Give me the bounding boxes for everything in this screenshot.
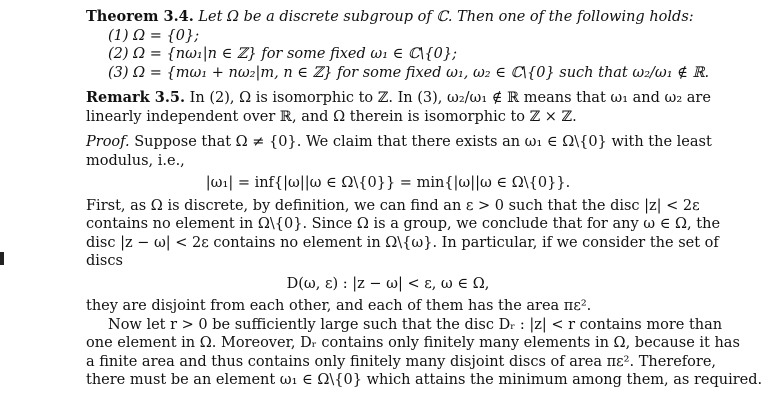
- proof-line-2: modulus, i.e.,: [86, 152, 185, 169]
- proof-text-1: Suppose that Ω ≠ {0}. We claim that there exists an ω₁ ∈ Ω\{0} with the least: [134, 134, 712, 150]
- proof-para2-line-3: disc |z − ω| < 2ε contains no element in Ω\{ω}. In particular, if we consider the set of: [86, 234, 719, 251]
- proof-label: Proof.: [86, 134, 130, 150]
- remark-text-1: In (2), Ω is isomorphic to ℤ. In (3), ω₂/ω₁ ∉ ℝ means that ω₁ and ω₂ are: [189, 90, 711, 106]
- remark-label: Remark 3.5.: [86, 89, 186, 106]
- theorem-label: Theorem 3.4.: [86, 8, 194, 25]
- proof-para2-line-1: First, as Ω is discrete, by definition, we can find an ε > 0 such that the disc |z| < 2ε: [86, 197, 700, 214]
- proof-para3-line-5: there must be an element ω₁ ∈ Ω\{0} which attains the minimum among them, as required.: [86, 372, 762, 388]
- proof-para3-line-4: a finite area and thus contains only finitely many disjoint discs of area πε². Therefore,: [86, 353, 717, 370]
- proof-para3-line-2: Now let r > 0 be sufficiently large such that the disc Dᵣ : |z| < r contains more than: [108, 316, 723, 333]
- equation-discs: D(ω, ε) : |z − ω| < ε, ω ∈ Ω,: [286, 275, 490, 292]
- proof-para3-line-3: one element in Ω. Moreover, Dᵣ contains only finitely many elements in Ω, because it has: [86, 335, 740, 351]
- proof-para3-line-1: they are disjoint from each other, and each of them has the area πε².: [86, 298, 592, 314]
- document-page: [86, 8, 762, 388]
- equation-least-modulus: |ω₁| = inf{|ω||ω ∈ Ω\{0}} = min{|ω||ω ∈ Ω\{0}}.: [205, 175, 571, 191]
- page-edge-mark: [0, 252, 4, 265]
- proof-para2-line-2: contains no element in Ω\{0}. Since Ω is a group, we conclude that for any ω ∈ Ω, the: [86, 216, 721, 232]
- theorem-case-3: (3) Ω = {mω₁ + nω₂|m, n ∈ ℤ} for some fixed ω₁, ω₂ ∈ ℂ\{0} such that ω₂/ω₁ ∉ ℝ.: [108, 64, 710, 81]
- theorem-case-1: (1) Ω = {0};: [108, 27, 200, 44]
- theorem-line-1: [86, 8, 694, 27]
- proof-para2-line-4: discs: [86, 253, 123, 269]
- theorem-statement: Let Ω be a discrete subgroup of ℂ. Then one of the following holds:: [198, 9, 694, 25]
- proof-line-1: [86, 133, 712, 152]
- theorem-case-2: (2) Ω = {nω₁|n ∈ ℤ} for some fixed ω₁ ∈ ℂ\{0};: [108, 46, 457, 62]
- remark-line-1: [86, 89, 711, 108]
- remark-line-2: linearly independent over ℝ, and Ω therein is isomorphic to ℤ × ℤ.: [86, 108, 577, 125]
